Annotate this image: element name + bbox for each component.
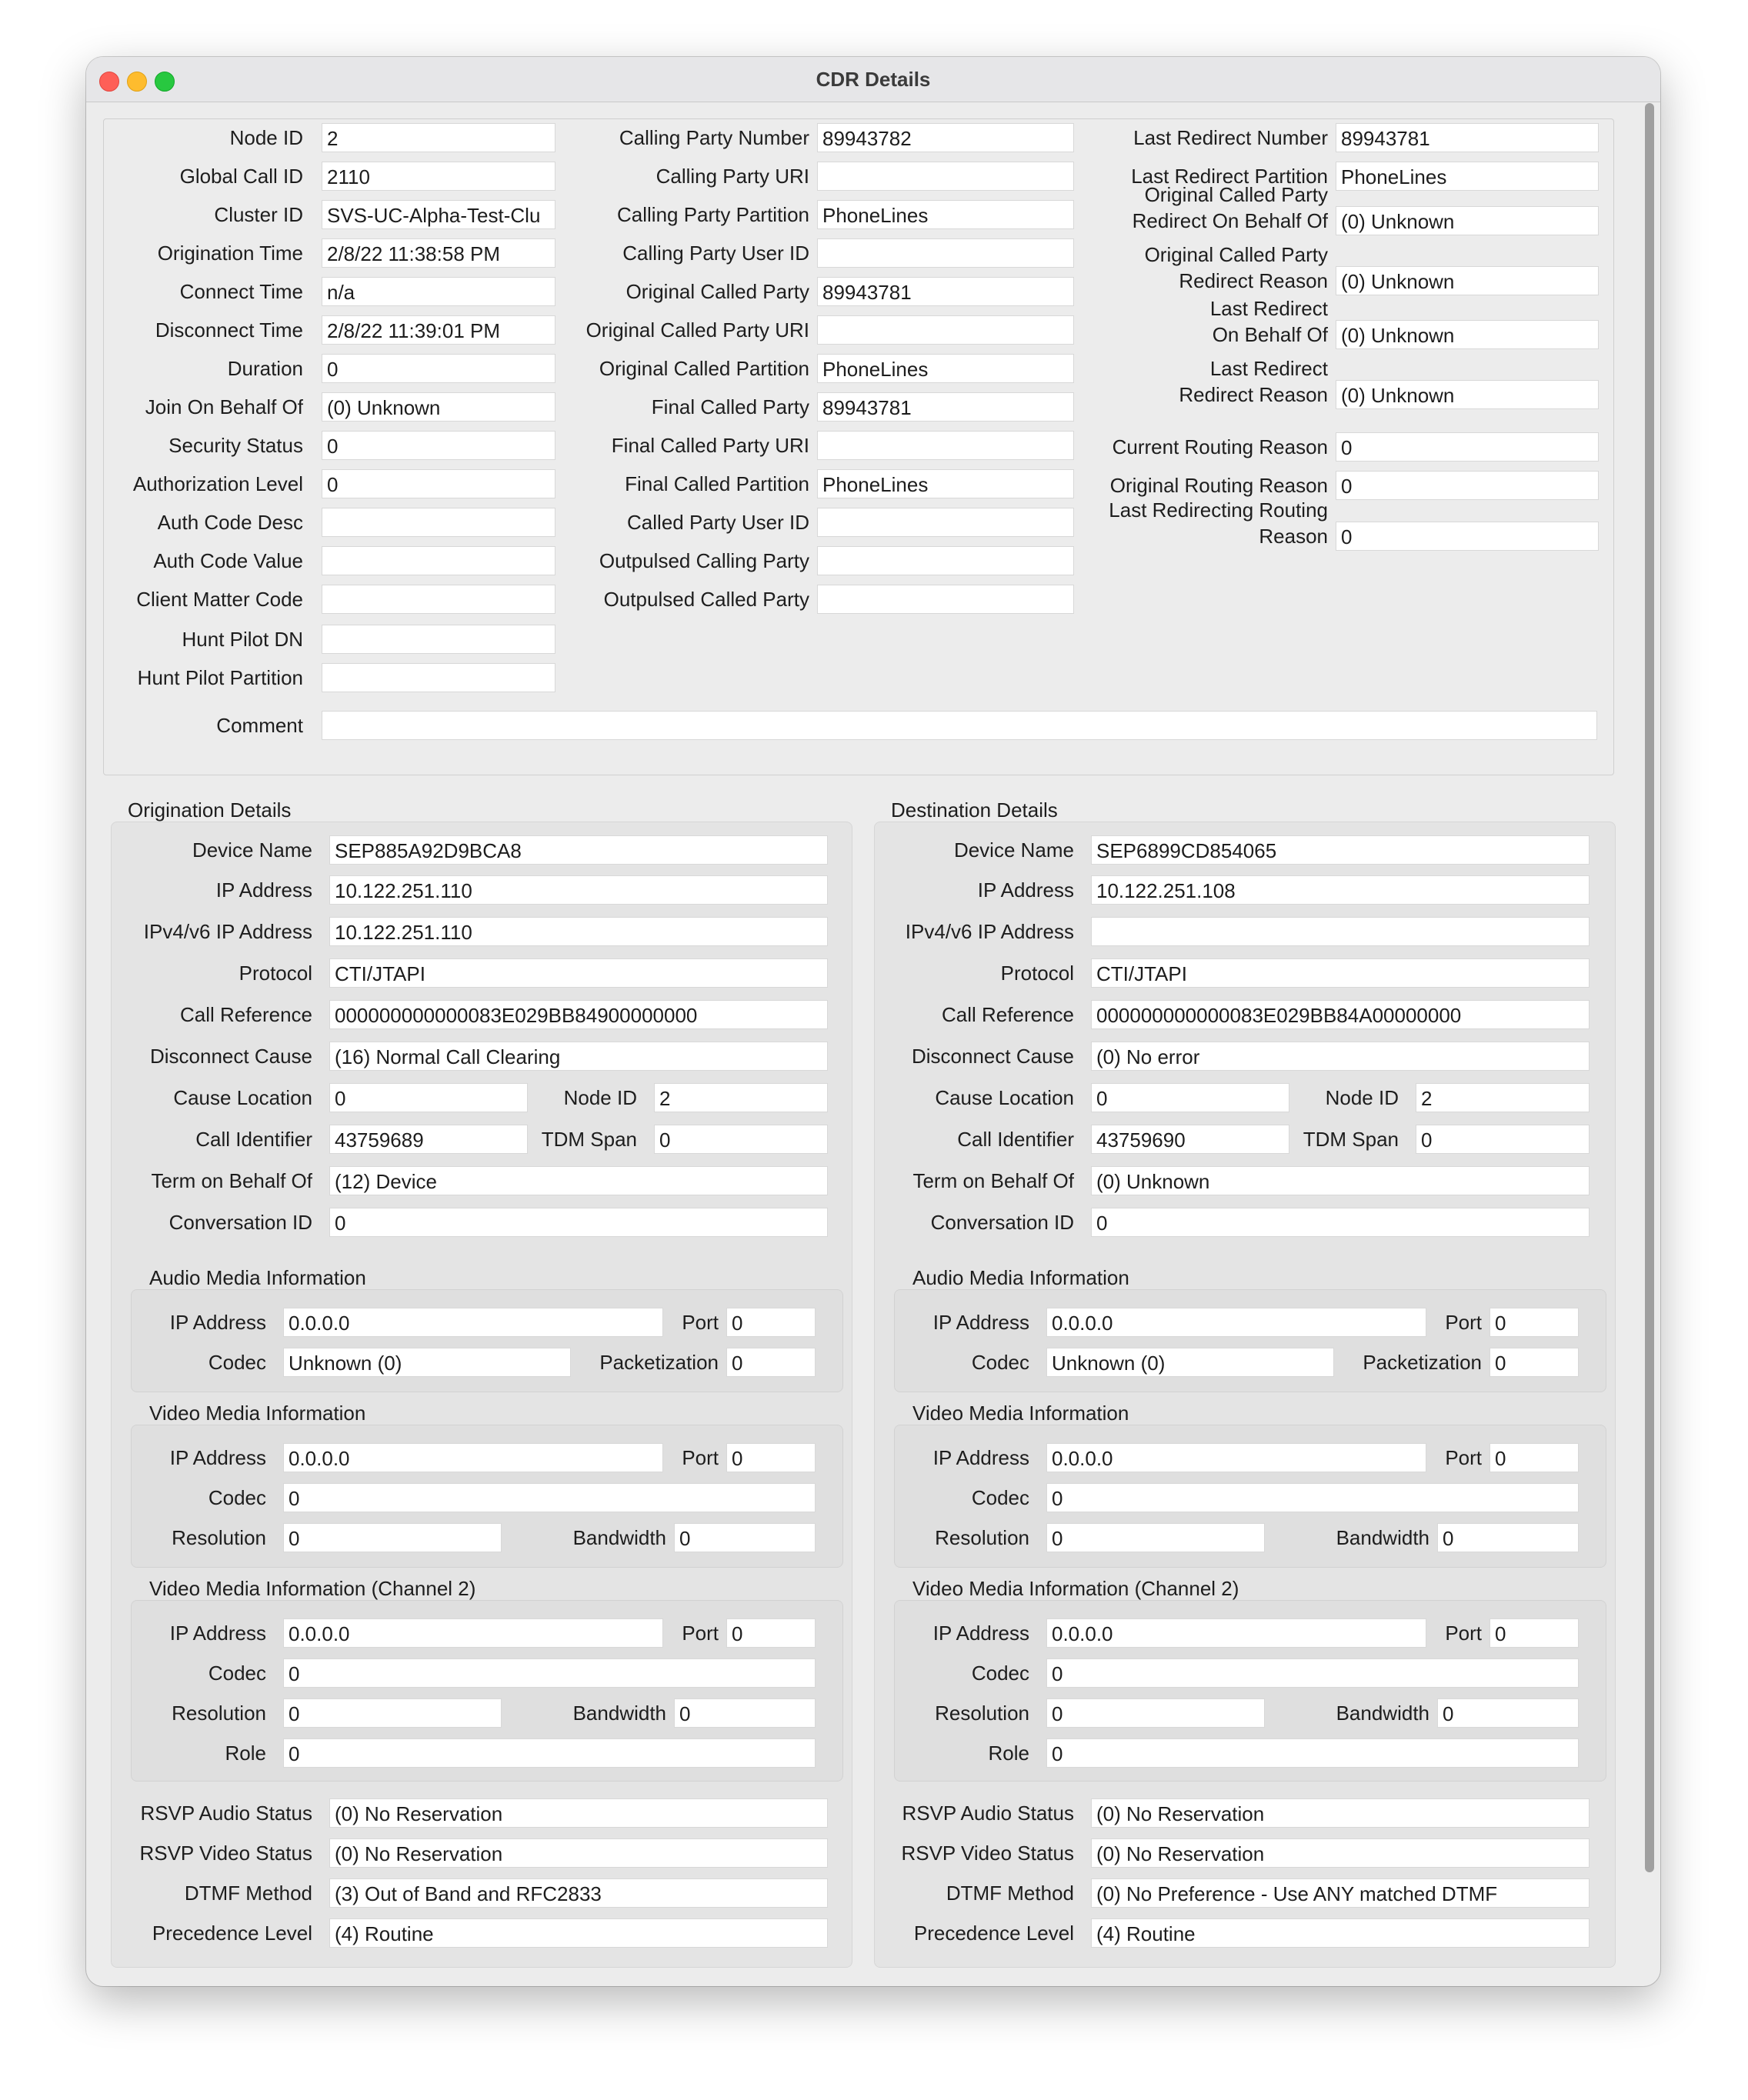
origination-video2-port-field[interactable]: 0: [726, 1618, 816, 1648]
destination-audio-port-label: Port: [1445, 1311, 1482, 1334]
destination-rsvp-video-status-label: RSVP Video Status: [901, 1842, 1074, 1865]
origination-time-field[interactable]: 2/8/22 11:38:58 PM: [322, 238, 555, 268]
origination-time-label: Origination Time: [157, 242, 303, 265]
last-redirect-reason-label-2: Redirect Reason: [1179, 383, 1328, 406]
destination-precedence-level-label: Precedence Level: [913, 1922, 1074, 1945]
destination-call-identifier-label: Call Identifier: [957, 1128, 1074, 1151]
title-bar: [86, 57, 1660, 102]
destination-rsvp-audio-status-field[interactable]: (0) No Reservation: [1091, 1798, 1590, 1828]
destination-device-name-field[interactable]: SEP6899CD854065: [1091, 835, 1590, 865]
origination-video2-codec-label: Codec: [208, 1662, 266, 1685]
origination-call-reference-label: Call Reference: [180, 1003, 312, 1026]
origination-video2-bandwidth-label: Bandwidth: [572, 1702, 666, 1725]
destination-video-port-field[interactable]: 0: [1489, 1443, 1579, 1472]
node-id-label: Node ID: [229, 126, 303, 149]
client-matter-code-label: Client Matter Code: [136, 588, 303, 611]
origination-term-on-behalf-of-label: Term on Behalf Of: [151, 1169, 312, 1192]
origination-video-ip-field[interactable]: 0.0.0.0: [283, 1443, 663, 1472]
ocp-redirect-reason-field[interactable]: (0) Unknown: [1336, 266, 1599, 295]
destination-call-reference-field[interactable]: 000000000000083E029BB84A00000000: [1091, 1000, 1590, 1029]
destination-tdm-span-field[interactable]: 0: [1416, 1125, 1590, 1154]
origination-protocol-field[interactable]: CTI/JTAPI: [329, 958, 828, 988]
destination-video2-ip-label: IP Address: [932, 1622, 1029, 1645]
destination-audio-ip-field[interactable]: 0.0.0.0: [1046, 1308, 1426, 1337]
destination-audio-codec-label: Codec: [971, 1351, 1029, 1374]
origination-video2-resolution-field[interactable]: 0: [283, 1698, 502, 1728]
origination-dtmf-method-label: DTMF Method: [184, 1882, 312, 1905]
cluster-id-label: Cluster ID: [214, 203, 303, 226]
origination-video-codec-label: Codec: [208, 1486, 266, 1509]
destination-video-codec-label: Codec: [971, 1486, 1029, 1509]
window-title: CDR Details: [816, 68, 931, 91]
origination-term-on-behalf-of-field[interactable]: (12) Device: [329, 1166, 828, 1195]
origination-node-id-field[interactable]: 2: [654, 1083, 828, 1112]
destination-ip-address-label: IP Address: [977, 878, 1074, 902]
origination-conversation-id-field[interactable]: 0: [329, 1208, 828, 1237]
destination-video-port-label: Port: [1445, 1446, 1482, 1469]
destination-rsvp-video-status-field[interactable]: (0) No Reservation: [1091, 1838, 1590, 1868]
outpulsed-called-party-field[interactable]: [817, 585, 1074, 614]
origination-details-heading: Origination Details: [128, 798, 292, 822]
security-status-label: Security Status: [168, 434, 303, 457]
destination-audio-packetization-label: Packetization: [1363, 1351, 1482, 1374]
origination-audio-heading: Audio Media Information: [149, 1266, 366, 1289]
destination-dtmf-method-label: DTMF Method: [946, 1882, 1074, 1905]
auth-code-value-field[interactable]: [322, 546, 555, 575]
destination-details-heading: Destination Details: [891, 798, 1058, 822]
origination-call-reference-field[interactable]: 000000000000083E029BB84900000000: [329, 1000, 828, 1029]
comment-field[interactable]: [322, 711, 1597, 740]
origination-video2-bandwidth-field[interactable]: 0: [674, 1698, 816, 1728]
destination-video2-heading: Video Media Information (Channel 2): [912, 1577, 1239, 1600]
cluster-id-field[interactable]: SVS-UC-Alpha-Test-Clu: [322, 200, 555, 229]
destination-video-resolution-field[interactable]: 0: [1046, 1523, 1265, 1552]
origination-video-resolution-label: Resolution: [172, 1526, 266, 1549]
duration-label: Duration: [227, 357, 303, 380]
origination-audio-packetization-label: Packetization: [599, 1351, 719, 1374]
node-id-field[interactable]: 2: [322, 123, 555, 152]
last-redirect-number-label: Last Redirect Number: [1133, 126, 1328, 149]
origination-video-port-label: Port: [682, 1446, 719, 1469]
destination-video2-role-label: Role: [988, 1742, 1029, 1765]
destination-video2-codec-label: Codec: [971, 1662, 1029, 1685]
original-routing-reason-label: Original Routing Reason: [1109, 474, 1328, 497]
destination-audio-ip-label: IP Address: [932, 1311, 1029, 1334]
destination-term-on-behalf-of-label: Term on Behalf Of: [912, 1169, 1074, 1192]
destination-video2-resolution-label: Resolution: [935, 1702, 1029, 1725]
origination-video2-port-label: Port: [682, 1622, 719, 1645]
last-redirect-partition-field[interactable]: PhoneLines: [1336, 162, 1599, 191]
global-call-id-label: Global Call ID: [179, 165, 303, 188]
origination-video2-heading: Video Media Information (Channel 2): [149, 1577, 476, 1600]
origination-video-port-field[interactable]: 0: [726, 1443, 816, 1472]
calling-party-uri-label: Calling Party URI: [656, 165, 809, 188]
destination-video-resolution-label: Resolution: [935, 1526, 1029, 1549]
calling-party-user-id-label: Calling Party User ID: [622, 242, 809, 265]
destination-device-name-label: Device Name: [953, 838, 1074, 862]
auth-code-value-label: Auth Code Value: [153, 549, 303, 572]
origination-panel: [111, 822, 852, 1968]
origination-video2-role-field[interactable]: 0: [283, 1738, 816, 1768]
last-redirecting-routing-reason-label-1: Last Redirecting Routing: [1109, 498, 1328, 522]
destination-video-codec-field[interactable]: 0: [1046, 1483, 1579, 1512]
original-called-party-field[interactable]: 89943781: [817, 277, 1074, 306]
calling-party-partition-label: Calling Party Partition: [617, 203, 809, 226]
destination-video-ip-label: IP Address: [932, 1446, 1029, 1469]
destination-video2-port-label: Port: [1445, 1622, 1482, 1645]
destination-audio-codec-field[interactable]: Unknown (0): [1046, 1348, 1334, 1377]
cdr-details-window: [86, 57, 1660, 1986]
destination-video-ip-field[interactable]: 0.0.0.0: [1046, 1443, 1426, 1472]
destination-video-heading: Video Media Information: [912, 1402, 1129, 1425]
origination-video-bandwidth-label: Bandwidth: [572, 1526, 666, 1549]
destination-ip-address-field[interactable]: 10.122.251.108: [1091, 875, 1590, 905]
origination-ipv4v6-ip-address-field[interactable]: 10.122.251.110: [329, 917, 828, 946]
destination-call-identifier-field[interactable]: 43759690: [1091, 1125, 1289, 1154]
auth-code-desc-label: Auth Code Desc: [157, 511, 303, 534]
vertical-scrollbar[interactable]: [1645, 103, 1654, 1872]
ocp-redirect-on-behalf-of-field[interactable]: (0) Unknown: [1336, 206, 1599, 235]
origination-audio-port-label: Port: [682, 1311, 719, 1334]
last-redirecting-routing-reason-field[interactable]: 0: [1336, 522, 1599, 551]
hunt-pilot-dn-label: Hunt Pilot DN: [182, 628, 303, 651]
origination-audio-codec-label: Codec: [208, 1351, 266, 1374]
ocp-redirect-reason-label-1: Original Called Party: [1144, 243, 1328, 266]
origination-cause-location-label: Cause Location: [173, 1086, 312, 1109]
client-matter-code-field[interactable]: [322, 585, 555, 614]
destination-node-id-label: Node ID: [1325, 1086, 1399, 1109]
origination-device-name-label: Device Name: [192, 838, 312, 862]
last-redirect-reason-label-1: Last Redirect: [1209, 357, 1328, 380]
destination-disconnect-cause-field[interactable]: (0) No error: [1091, 1042, 1590, 1071]
ocp-redirect-reason-label-2: Redirect Reason: [1179, 269, 1328, 292]
origination-rsvp-video-status-label: RSVP Video Status: [139, 1842, 312, 1865]
hunt-pilot-partition-field[interactable]: [322, 663, 555, 692]
origination-audio-port-field[interactable]: 0: [726, 1308, 816, 1337]
original-routing-reason-field[interactable]: 0: [1336, 471, 1599, 500]
origination-disconnect-cause-label: Disconnect Cause: [150, 1045, 312, 1068]
destination-cause-location-label: Cause Location: [935, 1086, 1074, 1109]
origination-cause-location-field[interactable]: 0: [329, 1083, 528, 1112]
destination-dtmf-method-field[interactable]: (0) No Preference - Use ANY matched DTMF: [1091, 1878, 1590, 1908]
final-called-party-uri-label: Final Called Party URI: [611, 434, 809, 457]
last-redirect-number-field[interactable]: 89943781: [1336, 123, 1599, 152]
origination-call-identifier-field[interactable]: 43759689: [329, 1125, 528, 1154]
origination-ipv4v6-ip-address-label: IPv4/v6 IP Address: [143, 920, 312, 943]
called-party-user-id-label: Called Party User ID: [627, 511, 809, 534]
final-called-party-label: Final Called Party: [651, 395, 809, 418]
destination-rsvp-audio-status-label: RSVP Audio Status: [902, 1802, 1074, 1825]
outpulsed-calling-party-label: Outpulsed Calling Party: [599, 549, 809, 572]
origination-video2-ip-label: IP Address: [169, 1622, 266, 1645]
last-redirect-reason-field[interactable]: (0) Unknown: [1336, 380, 1599, 409]
security-status-field[interactable]: 0: [322, 431, 555, 460]
destination-cause-location-field[interactable]: 0: [1091, 1083, 1289, 1112]
join-on-behalf-of-field[interactable]: (0) Unknown: [322, 392, 555, 422]
destination-protocol-field[interactable]: CTI/JTAPI: [1091, 958, 1590, 988]
origination-tdm-span-field[interactable]: 0: [654, 1125, 828, 1154]
origination-video-codec-field[interactable]: 0: [283, 1483, 816, 1512]
last-redirecting-routing-reason-label-2: Reason: [1259, 525, 1328, 548]
origination-disconnect-cause-field[interactable]: (16) Normal Call Clearing: [329, 1042, 828, 1071]
destination-precedence-level-field[interactable]: (4) Routine: [1091, 1918, 1590, 1948]
origination-dtmf-method-field[interactable]: (3) Out of Band and RFC2833: [329, 1878, 828, 1908]
last-redirect-on-behalf-of-field[interactable]: (0) Unknown: [1336, 320, 1599, 349]
calling-party-uri-field[interactable]: [817, 162, 1074, 191]
origination-video-bandwidth-field[interactable]: 0: [674, 1523, 816, 1552]
current-routing-reason-label: Current Routing Reason: [1112, 435, 1328, 458]
origination-video2-ip-field[interactable]: 0.0.0.0: [283, 1618, 663, 1648]
destination-video-bandwidth-label: Bandwidth: [1336, 1526, 1429, 1549]
destination-protocol-label: Protocol: [1000, 962, 1074, 985]
final-called-partition-field[interactable]: PhoneLines: [817, 469, 1074, 498]
ocp-redirect-on-behalf-of-label-2: Redirect On Behalf Of: [1132, 209, 1328, 232]
destination-panel: [874, 822, 1616, 1968]
auth-code-desc-field[interactable]: [322, 508, 555, 537]
comment-label: Comment: [216, 714, 303, 737]
origination-tdm-span-label: TDM Span: [541, 1128, 637, 1151]
origination-ip-address-label: IP Address: [215, 878, 312, 902]
destination-ipv4v6-ip-address-label: IPv4/v6 IP Address: [905, 920, 1074, 943]
destination-video-bandwidth-field[interactable]: 0: [1437, 1523, 1579, 1552]
destination-ipv4v6-ip-address-field[interactable]: [1091, 917, 1590, 946]
destination-call-reference-label: Call Reference: [942, 1003, 1074, 1026]
destination-node-id-field[interactable]: 2: [1416, 1083, 1590, 1112]
origination-ip-address-field[interactable]: 10.122.251.110: [329, 875, 828, 905]
duration-field[interactable]: 0: [322, 354, 555, 383]
destination-video2-ip-field[interactable]: 0.0.0.0: [1046, 1618, 1426, 1648]
original-called-party-label: Original Called Party: [625, 280, 809, 303]
original-called-partition-label: Original Called Partition: [599, 357, 809, 380]
destination-disconnect-cause-label: Disconnect Cause: [912, 1045, 1074, 1068]
calling-party-number-field[interactable]: 89943782: [817, 123, 1074, 152]
destination-conversation-id-field[interactable]: 0: [1091, 1208, 1590, 1237]
connect-time-field[interactable]: n/a: [322, 277, 555, 306]
connect-time-label: Connect Time: [179, 280, 303, 303]
origination-device-name-field[interactable]: SEP885A92D9BCA8: [329, 835, 828, 865]
final-called-party-field[interactable]: 89943781: [817, 392, 1074, 422]
last-redirect-partition-label: Last Redirect Partition: [1131, 165, 1328, 188]
origination-audio-packetization-field[interactable]: 0: [726, 1348, 816, 1377]
destination-video2-role-field[interactable]: 0: [1046, 1738, 1579, 1768]
origination-node-id-label: Node ID: [563, 1086, 637, 1109]
origination-call-identifier-label: Call Identifier: [195, 1128, 312, 1151]
ocp-redirect-on-behalf-of-label-1: Original Called Party: [1144, 183, 1328, 206]
hunt-pilot-dn-field[interactable]: [322, 625, 555, 654]
authorization-level-field[interactable]: 0: [322, 469, 555, 498]
outpulsed-called-party-label: Outpulsed Called Party: [603, 588, 809, 611]
called-party-user-id-field[interactable]: [817, 508, 1074, 537]
origination-video2-role-label: Role: [225, 1742, 266, 1765]
origination-protocol-label: Protocol: [239, 962, 312, 985]
origination-video2-codec-field[interactable]: 0: [283, 1658, 816, 1688]
destination-tdm-span-label: TDM Span: [1303, 1128, 1399, 1151]
outpulsed-calling-party-field[interactable]: [817, 546, 1074, 575]
destination-video2-port-field[interactable]: 0: [1489, 1618, 1579, 1648]
current-routing-reason-field[interactable]: 0: [1336, 432, 1599, 462]
final-called-partition-label: Final Called Partition: [625, 472, 809, 495]
disconnect-time-label: Disconnect Time: [155, 318, 303, 342]
origination-video-resolution-field[interactable]: 0: [283, 1523, 502, 1552]
destination-term-on-behalf-of-field[interactable]: (0) Unknown: [1091, 1166, 1590, 1195]
origination-video-heading: Video Media Information: [149, 1402, 366, 1425]
origination-audio-ip-label: IP Address: [169, 1311, 266, 1334]
origination-rsvp-video-status-field[interactable]: (0) No Reservation: [329, 1838, 828, 1868]
original-called-partition-field[interactable]: PhoneLines: [817, 354, 1074, 383]
origination-video2-resolution-label: Resolution: [172, 1702, 266, 1725]
disconnect-time-field[interactable]: 2/8/22 11:39:01 PM: [322, 315, 555, 345]
destination-audio-packetization-field[interactable]: 0: [1489, 1348, 1579, 1377]
destination-video2-codec-field[interactable]: 0: [1046, 1658, 1579, 1688]
original-called-party-uri-field[interactable]: [817, 315, 1074, 345]
origination-video-ip-label: IP Address: [169, 1446, 266, 1469]
final-called-party-uri-field[interactable]: [817, 431, 1074, 460]
destination-audio-heading: Audio Media Information: [912, 1266, 1129, 1289]
last-redirect-on-behalf-of-label-2: On Behalf Of: [1212, 323, 1328, 346]
origination-precedence-level-field[interactable]: (4) Routine: [329, 1918, 828, 1948]
origination-rsvp-audio-status-label: RSVP Audio Status: [140, 1802, 312, 1825]
origination-audio-codec-field[interactable]: Unknown (0): [283, 1348, 571, 1377]
destination-conversation-id-label: Conversation ID: [930, 1211, 1074, 1234]
hunt-pilot-partition-label: Hunt Pilot Partition: [137, 666, 303, 689]
original-called-party-uri-label: Original Called Party URI: [585, 318, 809, 342]
destination-video2-resolution-field[interactable]: 0: [1046, 1698, 1265, 1728]
destination-video2-bandwidth-field[interactable]: 0: [1437, 1698, 1579, 1728]
join-on-behalf-of-label: Join On Behalf Of: [145, 395, 303, 418]
calling-party-number-label: Calling Party Number: [619, 126, 809, 149]
authorization-level-label: Authorization Level: [132, 472, 303, 495]
calling-party-user-id-field[interactable]: [817, 238, 1074, 268]
destination-video2-bandwidth-label: Bandwidth: [1336, 1702, 1429, 1725]
calling-party-partition-field[interactable]: PhoneLines: [817, 200, 1074, 229]
origination-audio-ip-field[interactable]: 0.0.0.0: [283, 1308, 663, 1337]
origination-precedence-level-label: Precedence Level: [152, 1922, 312, 1945]
destination-audio-port-field[interactable]: 0: [1489, 1308, 1579, 1337]
origination-conversation-id-label: Conversation ID: [168, 1211, 312, 1234]
last-redirect-on-behalf-of-label-1: Last Redirect: [1209, 297, 1328, 320]
global-call-id-field[interactable]: 2110: [322, 162, 555, 191]
origination-rsvp-audio-status-field[interactable]: (0) No Reservation: [329, 1798, 828, 1828]
